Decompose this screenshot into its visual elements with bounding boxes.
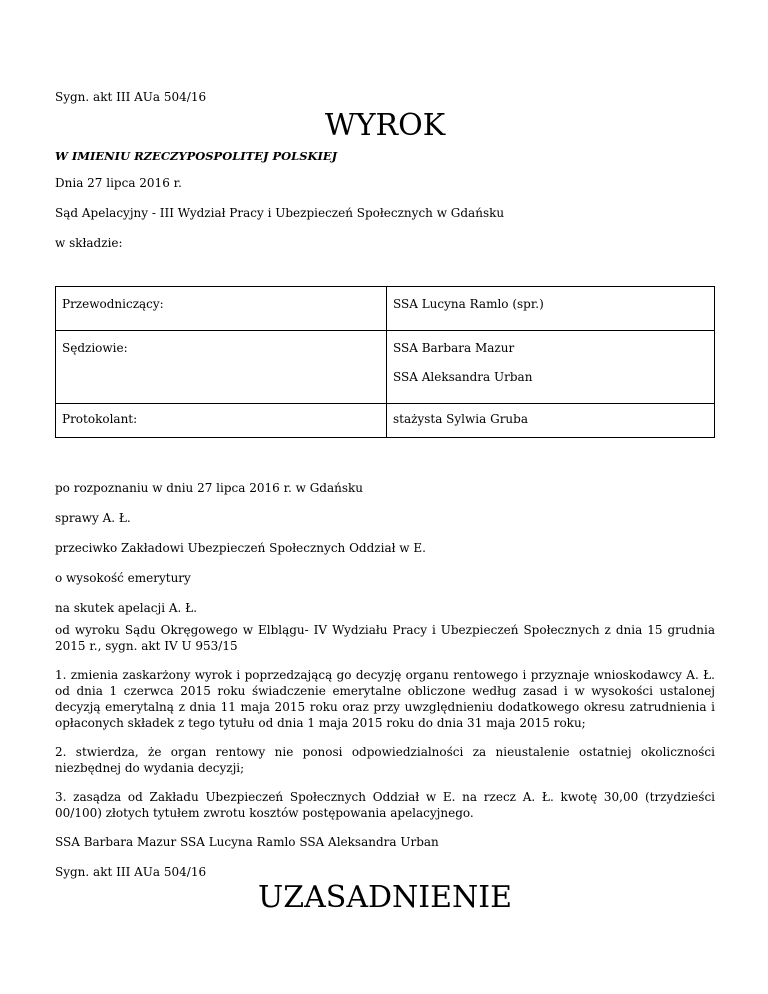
appealed-judgment: od wyroku Sądu Okręgowego w Elblągu- IV Wydziału Pracy i Ubezpieczeń Społecznych z dnia 15 grudnia 2015 r., sygn. akt IV U 953/15: [55, 623, 715, 653]
judge-name: SSA Lucyna Ramlo (spr.): [393, 297, 544, 311]
panel-row-chair: [56, 287, 715, 331]
ruling-point-2: 2. stwierdza, że organ rentowy nie ponosi odpowiedzialności za nieustalenie ostatniej okoliczności niezbędnej do wydania decyzji;: [55, 745, 715, 775]
panel-row-judges: [56, 331, 715, 404]
panel-names: [387, 404, 715, 438]
against-party: przeciwko Zakładowi Ubezpieczeń Społecznych Oddział w E.: [55, 541, 426, 555]
hearing-info: po rozpoznaniu w dniu 27 lipca 2016 r. w Gdańsku: [55, 481, 364, 495]
judge-name: SSA Aleksandra Urban: [393, 370, 533, 384]
ruling-point-3: 3. zasądza od Zakładu Ubezpieczeń Społecznych Oddział w E. na rzecz A. Ł. kwotę 30,00 (trzydzieści 00/100) złotych tytułem zwrotu kosztów postępowania apelacyjnego.: [55, 790, 715, 820]
panel-names: [387, 287, 715, 331]
judges-signatures: SSA Barbara Mazur SSA Lucyna Ramlo SSA Aleksandra Urban: [55, 835, 439, 849]
panel-table: [55, 286, 715, 438]
in-the-name-heading: W IMIENIU RZECZYPOSPOLITEJ POLSKIEJ: [55, 149, 338, 163]
case-number: Sygn. akt III AUa 504/16: [55, 90, 207, 104]
justification-case-number: Sygn. akt III AUa 504/16: [55, 865, 207, 879]
composition-intro: w składzie:: [55, 236, 123, 250]
justification-title: UZASADNIENIE: [257, 880, 513, 915]
judge-name: SSA Barbara Mazur: [393, 341, 515, 355]
court-name: Sąd Apelacyjny - III Wydział Pracy i Ubezpieczeń Społecznych w Gdańsku: [55, 206, 505, 220]
panel-role: Protokolant:: [56, 404, 387, 438]
appeal-by: na skutek apelacji A. Ł.: [55, 601, 198, 615]
panel-names: [387, 331, 715, 404]
panel-role: Sędziowie:: [56, 331, 387, 404]
panel-row-recorder: [56, 404, 715, 438]
case-subject: o wysokość emerytury: [55, 571, 191, 585]
judgment-date: Dnia 27 lipca 2016 r.: [55, 176, 182, 190]
recorder-name: stażysta Sylwia Gruba: [393, 412, 528, 426]
ruling-point-1: 1. zmienia zaskarżony wyrok i poprzedzającą go decyzję organu rentowego i przyznaje wnioskodawcy A. Ł. od dnia 1 czerwca 2015 roku świadczenie emerytalne obliczone według zasad i w wysokości ustalonej decyzją emerytalną z dnia 11 maja 2015 roku oraz przy uwzględnieniu dodatkowego okresu zatrudnienia i opłaconych składek z tego tytułu od dnia 1 maja 2015 roku do dnia 31 maja 2015 roku;: [55, 668, 715, 730]
case-of: sprawy A. Ł.: [55, 511, 131, 525]
panel-role: Przewodniczący:: [56, 287, 387, 331]
judgment-title: WYROK: [324, 108, 446, 143]
